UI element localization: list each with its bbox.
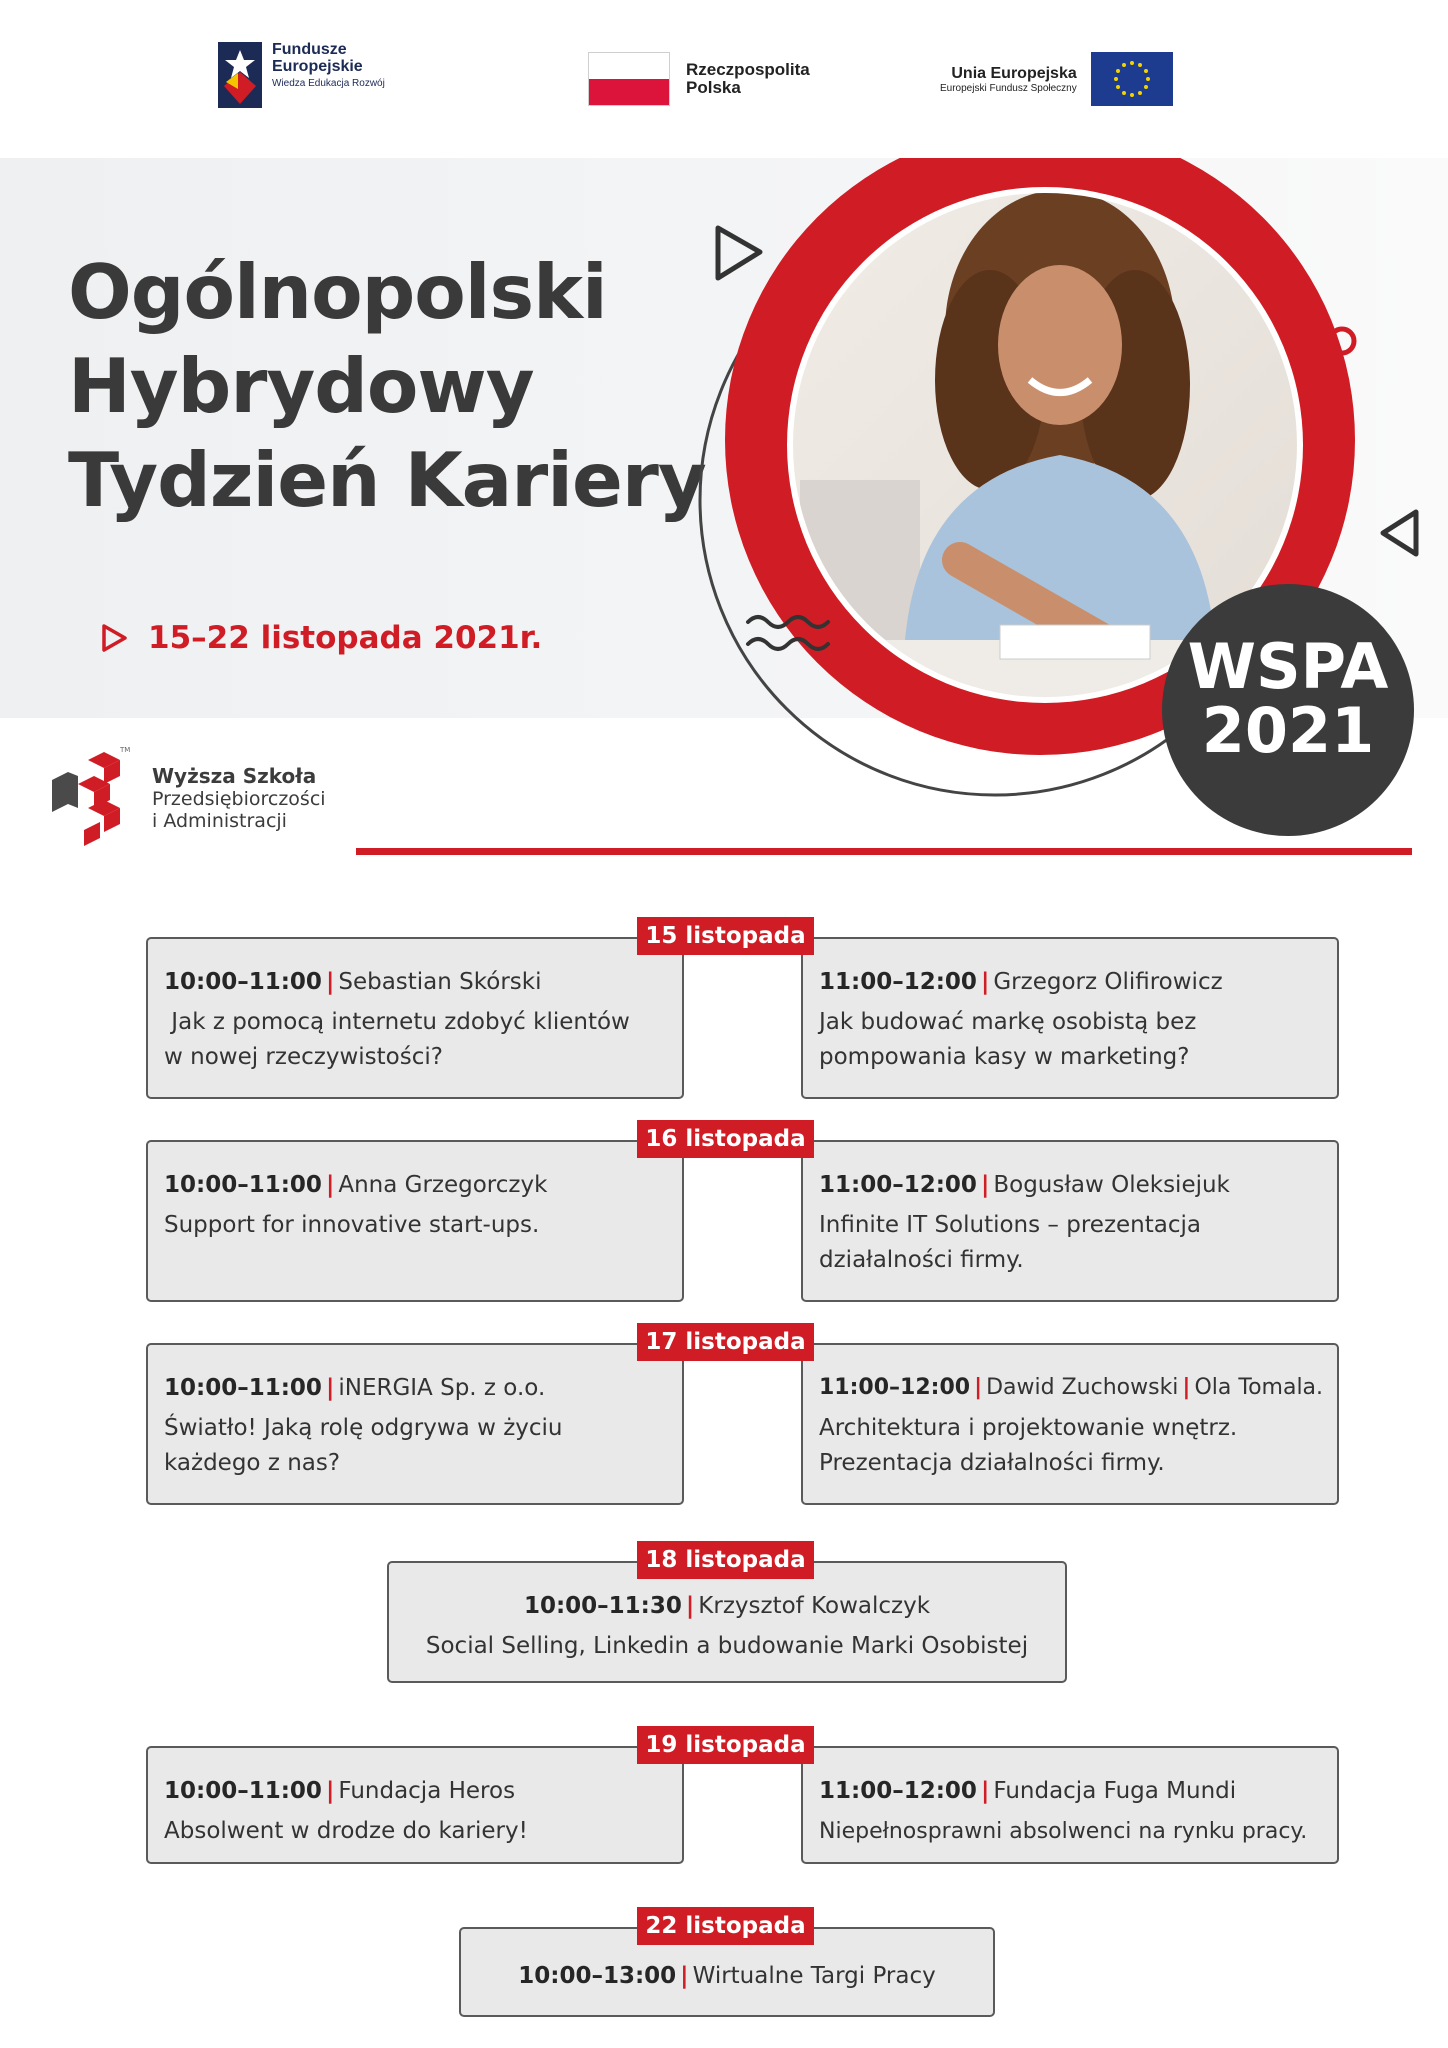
event-dates	[100, 620, 542, 656]
session-desc-line: w nowej rzeczywistości?	[164, 1044, 443, 1070]
logo-rzeczpospolita	[588, 52, 810, 106]
fundusze-europejskie-icon	[218, 42, 262, 108]
session-desc-line: Infinite IT Solutions – prezentacja	[819, 1212, 1201, 1238]
session-card: 11:00–12:00 | Bogusław Oleksiejuk Infinite IT Solutions – prezentacja działalności firmy.	[801, 1140, 1339, 1302]
session-card: 10:00–11:00 | Sebastian Skórski Jak z pomocą internetu zdobyć klientów w nowej rzeczywistości?	[146, 937, 684, 1099]
school-emblem-icon	[48, 742, 140, 854]
session-time: 10:00–11:30	[523, 1593, 682, 1619]
day-5-date: 19 listopada	[637, 1726, 814, 1764]
title-line-2: Hybrydowy	[68, 342, 534, 430]
session-time: 11:00–12:00	[819, 1172, 977, 1198]
session-time: 10:00–11:00	[164, 969, 322, 995]
session-card: 11:00–12:00 | Dawid Zuchowski | Ola Tomala. Architektura i projektowanie wnętrz. Prezentacja działalności firmy.	[801, 1343, 1339, 1505]
school-tm: TM	[120, 746, 131, 754]
session-card: 10:00–11:00 | Fundacja Heros Absolwent w drodze do kariery!	[146, 1746, 684, 1864]
day-2-date: 16 listopada	[637, 1120, 814, 1158]
funds-line1: Fundusze	[272, 41, 347, 58]
session-desc-line: Jak z pomocą internetu zdobyć klientów	[164, 1009, 630, 1035]
session-time: 11:00–12:00	[819, 1778, 977, 1804]
session-speaker: iNERGIA Sp. z o.o.	[338, 1375, 546, 1401]
triangle-outline-icon	[718, 228, 760, 278]
session-speaker: Wirtualne Targi Pracy	[692, 1963, 936, 1989]
session-card: 10:00–11:00 | iNERGIA Sp. z o.o. Światło! Jaką rolę odgrywa w życiu każdego z nas?	[146, 1343, 684, 1505]
session-desc-line: każdego z nas?	[164, 1450, 341, 1476]
funds-line2: Europejskie	[272, 57, 363, 75]
logo-unia-europejska	[940, 52, 1173, 106]
session-desc-line: Architektura i projektowanie wnętrz.	[819, 1415, 1238, 1441]
poland-flag-icon	[588, 52, 670, 106]
session-speaker: Fundacja Fuga Mundi	[993, 1778, 1237, 1804]
poland-line1: Rzeczpospolita	[686, 60, 810, 80]
session-card: 10:00–11:30 | Krzysztof Kowalczyk Social Selling, Linkedin a budowanie Marki Osobistej	[387, 1561, 1067, 1683]
day-4-date: 18 listopada	[637, 1541, 814, 1579]
session-time: 10:00–11:00	[164, 1375, 322, 1401]
session-time: 10:00–11:00	[164, 1172, 322, 1198]
session-desc-line: Social Selling, Linkedin a budowanie Marki Osobistej	[425, 1633, 1029, 1659]
school-name-line3: i Administracji	[152, 810, 287, 832]
divider-line	[356, 848, 1412, 855]
triangle-outline-left-icon	[1383, 512, 1416, 554]
page-title	[68, 245, 706, 527]
school-logo	[48, 742, 326, 854]
badge-line1: WSPA	[1187, 630, 1389, 703]
session-speaker: Bogusław Oleksiejuk	[993, 1172, 1230, 1198]
session-desc-line: Niepełnosprawni absolwenci na rynku pracy.	[819, 1819, 1308, 1844]
session-desc-line: Support for innovative start-ups.	[164, 1212, 540, 1238]
session-desc-line: Światło! Jaką rolę odgrywa w życiu	[164, 1415, 563, 1441]
session-time: 10:00–13:00	[518, 1963, 677, 1989]
hero-graphic	[660, 158, 1448, 848]
logo-fundusze-europejskie	[218, 42, 385, 108]
session-desc-line: działalności firmy.	[819, 1247, 1024, 1273]
session-speaker: Sebastian Skórski	[338, 969, 542, 995]
session-time: 11:00–12:00	[819, 1375, 971, 1400]
session-card: 11:00–12:00 | Grzegorz Olifirowicz Jak budować markę osobistą bez pompowania kasy w marketing?	[801, 937, 1339, 1099]
school-name-line1: Wyższa Szkoła	[152, 763, 317, 788]
badge-line2: 2021	[1201, 694, 1375, 767]
eu-line2: Europejski Fundusz Społeczny	[940, 82, 1077, 94]
play-triangle-icon	[100, 623, 128, 653]
session-card: 10:00–11:00 | Anna Grzegorczyk Support for innovative start-ups.	[146, 1140, 684, 1302]
title-line-1: Ogólnopolski	[68, 248, 607, 336]
eu-flag-icon	[1091, 52, 1173, 106]
poland-line2: Polska	[686, 78, 741, 97]
session-desc-line: pompowania kasy w marketing?	[819, 1044, 1190, 1070]
session-speaker-2: Ola Tomala.	[1194, 1375, 1324, 1400]
session-speaker: Anna Grzegorczyk	[338, 1172, 548, 1198]
session-time: 11:00–12:00	[819, 969, 977, 995]
session-speaker: Grzegorz Olifirowicz	[993, 969, 1223, 995]
session-speaker: Krzysztof Kowalczyk	[698, 1593, 931, 1619]
session-desc-line: Jak budować markę osobistą bez	[819, 1009, 1197, 1035]
funds-line3: Wiedza Edukacja Rozwój	[272, 77, 385, 89]
session-speaker: Dawid Zuchowski	[986, 1375, 1179, 1400]
session-time: 10:00–11:00	[164, 1778, 322, 1804]
day-6-date: 22 listopada	[637, 1907, 814, 1945]
session-desc-line: Absolwent w drodze do kariery!	[164, 1818, 528, 1844]
session-speaker: Fundacja Heros	[338, 1778, 516, 1804]
day-1-date: 15 listopada	[637, 917, 814, 955]
session-desc-line: Prezentacja działalności firmy.	[819, 1450, 1165, 1476]
title-line-3: Tydzień Kariery	[68, 436, 706, 524]
session-card: 10:00–13:00 | Wirtualne Targi Pracy	[459, 1927, 995, 2017]
eu-line1: Unia Europejska	[951, 64, 1077, 82]
event-dates-text: 15–22 listopada 2021r.	[148, 620, 543, 656]
day-3-date: 17 listopada	[637, 1323, 814, 1361]
session-card: 11:00–12:00 | Fundacja Fuga Mundi Niepełnosprawni absolwenci na rynku pracy.	[801, 1746, 1339, 1864]
school-name-line2: Przedsiębiorczości	[152, 787, 326, 810]
